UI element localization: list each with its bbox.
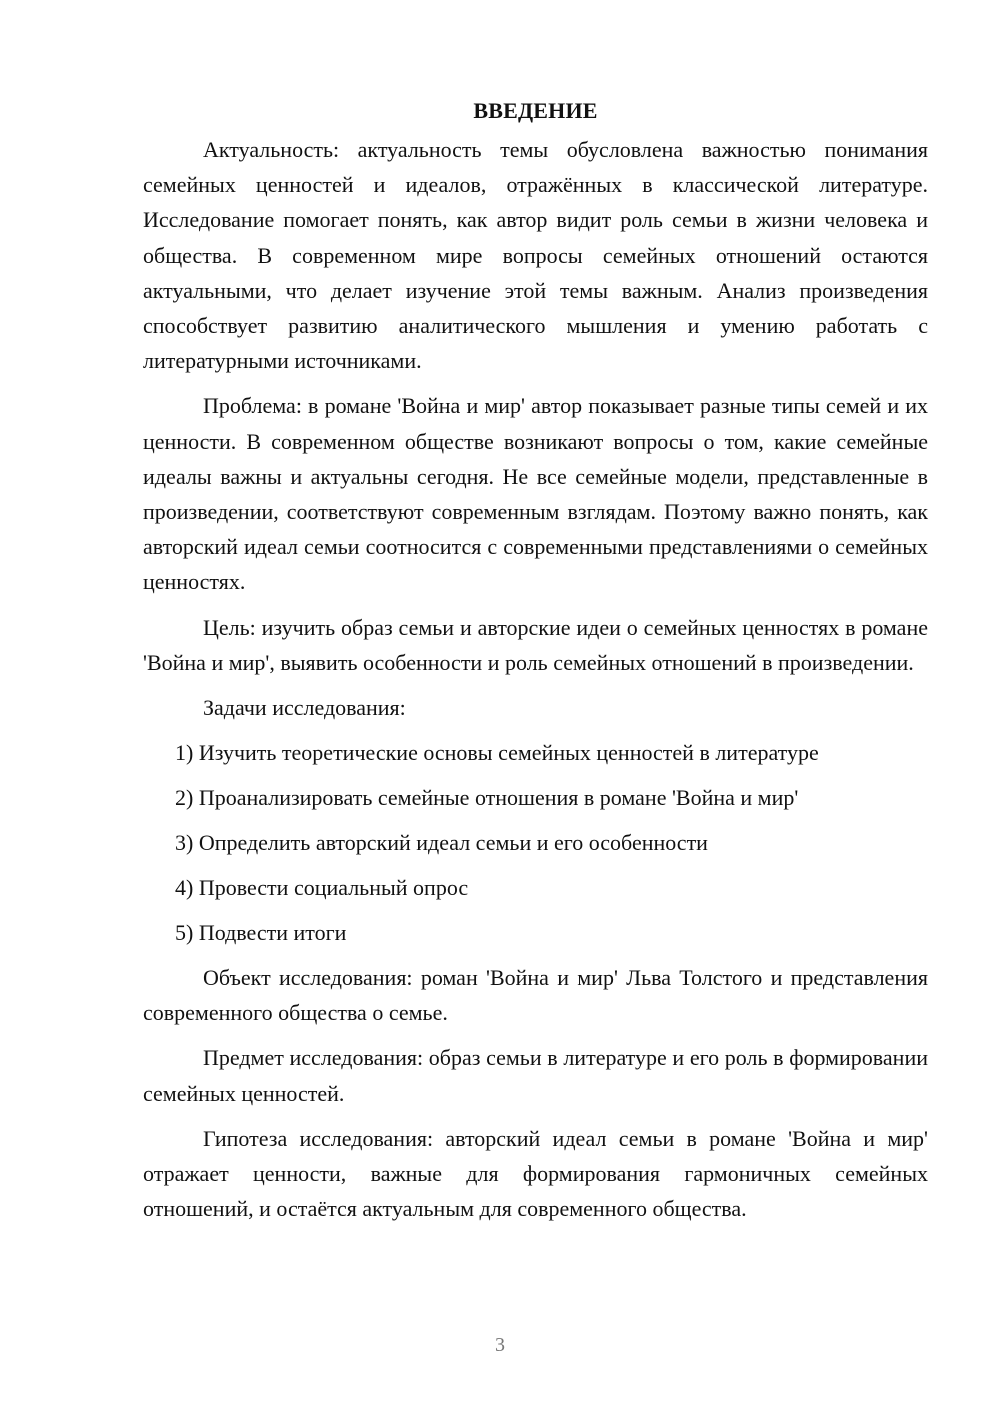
section-title: ВВЕДЕНИЕ [473,98,598,123]
paragraph-object: Объект исследования: роман 'Война и мир' Льва Толстого и представления современного общества о семье. [143,965,928,1026]
paragraph-subject: Предмет исследования: образ семьи в литературе и его роль в формировании семейных ценностей. [143,1045,928,1106]
list-item: 5) Подвести итоги [175,920,347,946]
list-item: 2) Проанализировать семейные отношения в романе 'Война и мир' [175,785,799,811]
paragraph-relevance: Актуальность: актуальность темы обусловлена важностью понимания семейных ценностей и идеалов, отражённых в классической литературе. Исследование помогает понять, как автор видит роль семьи в жизни человека и общества. В современном мире вопросы семейных отношений остаются актуальными, что делает изучение этой темы важным. Анализ произведения способствует развитию аналитического мышления и умению работать с литературными источниками. [143,137,928,374]
tasks-label: Задачи исследования: [203,695,406,721]
paragraph-goal: Цель: изучить образ семьи и авторские идеи о семейных ценностях в романе 'Война и мир', выявить особенности и роль семейных отношений в произведении. [143,614,928,675]
page-number: 3 [495,1334,505,1356]
list-item: 4) Провести социальный опрос [175,875,469,901]
tasks-list [143,735,928,950]
list-item: 1) Изучить теоретические основы семейных ценностей в литературе [175,740,819,766]
paragraph-hypothesis: Гипотеза исследования: авторский идеал семьи в романе 'Война и мир' отражает ценности, важные для формирования гармоничных семейных отношений, и остаётся актуальным для современного общества. [143,1125,928,1222]
paragraph-problem: Проблема: в романе 'Война и мир' автор показывает разные типы семей и их ценности. В современном обществе возникают вопросы о том, какие семейные идеалы важны и актуальны сегодня. Не все семейные модели, представленные в произведении, соответствуют современным взглядам. Поэтому важно понять, как авторский идеал семьи соотносится с современными представлениями о семейных ценностях. [143,393,928,595]
document-page [143,96,928,1346]
list-item: 3) Определить авторский идеал семьи и его особенности [175,830,708,856]
